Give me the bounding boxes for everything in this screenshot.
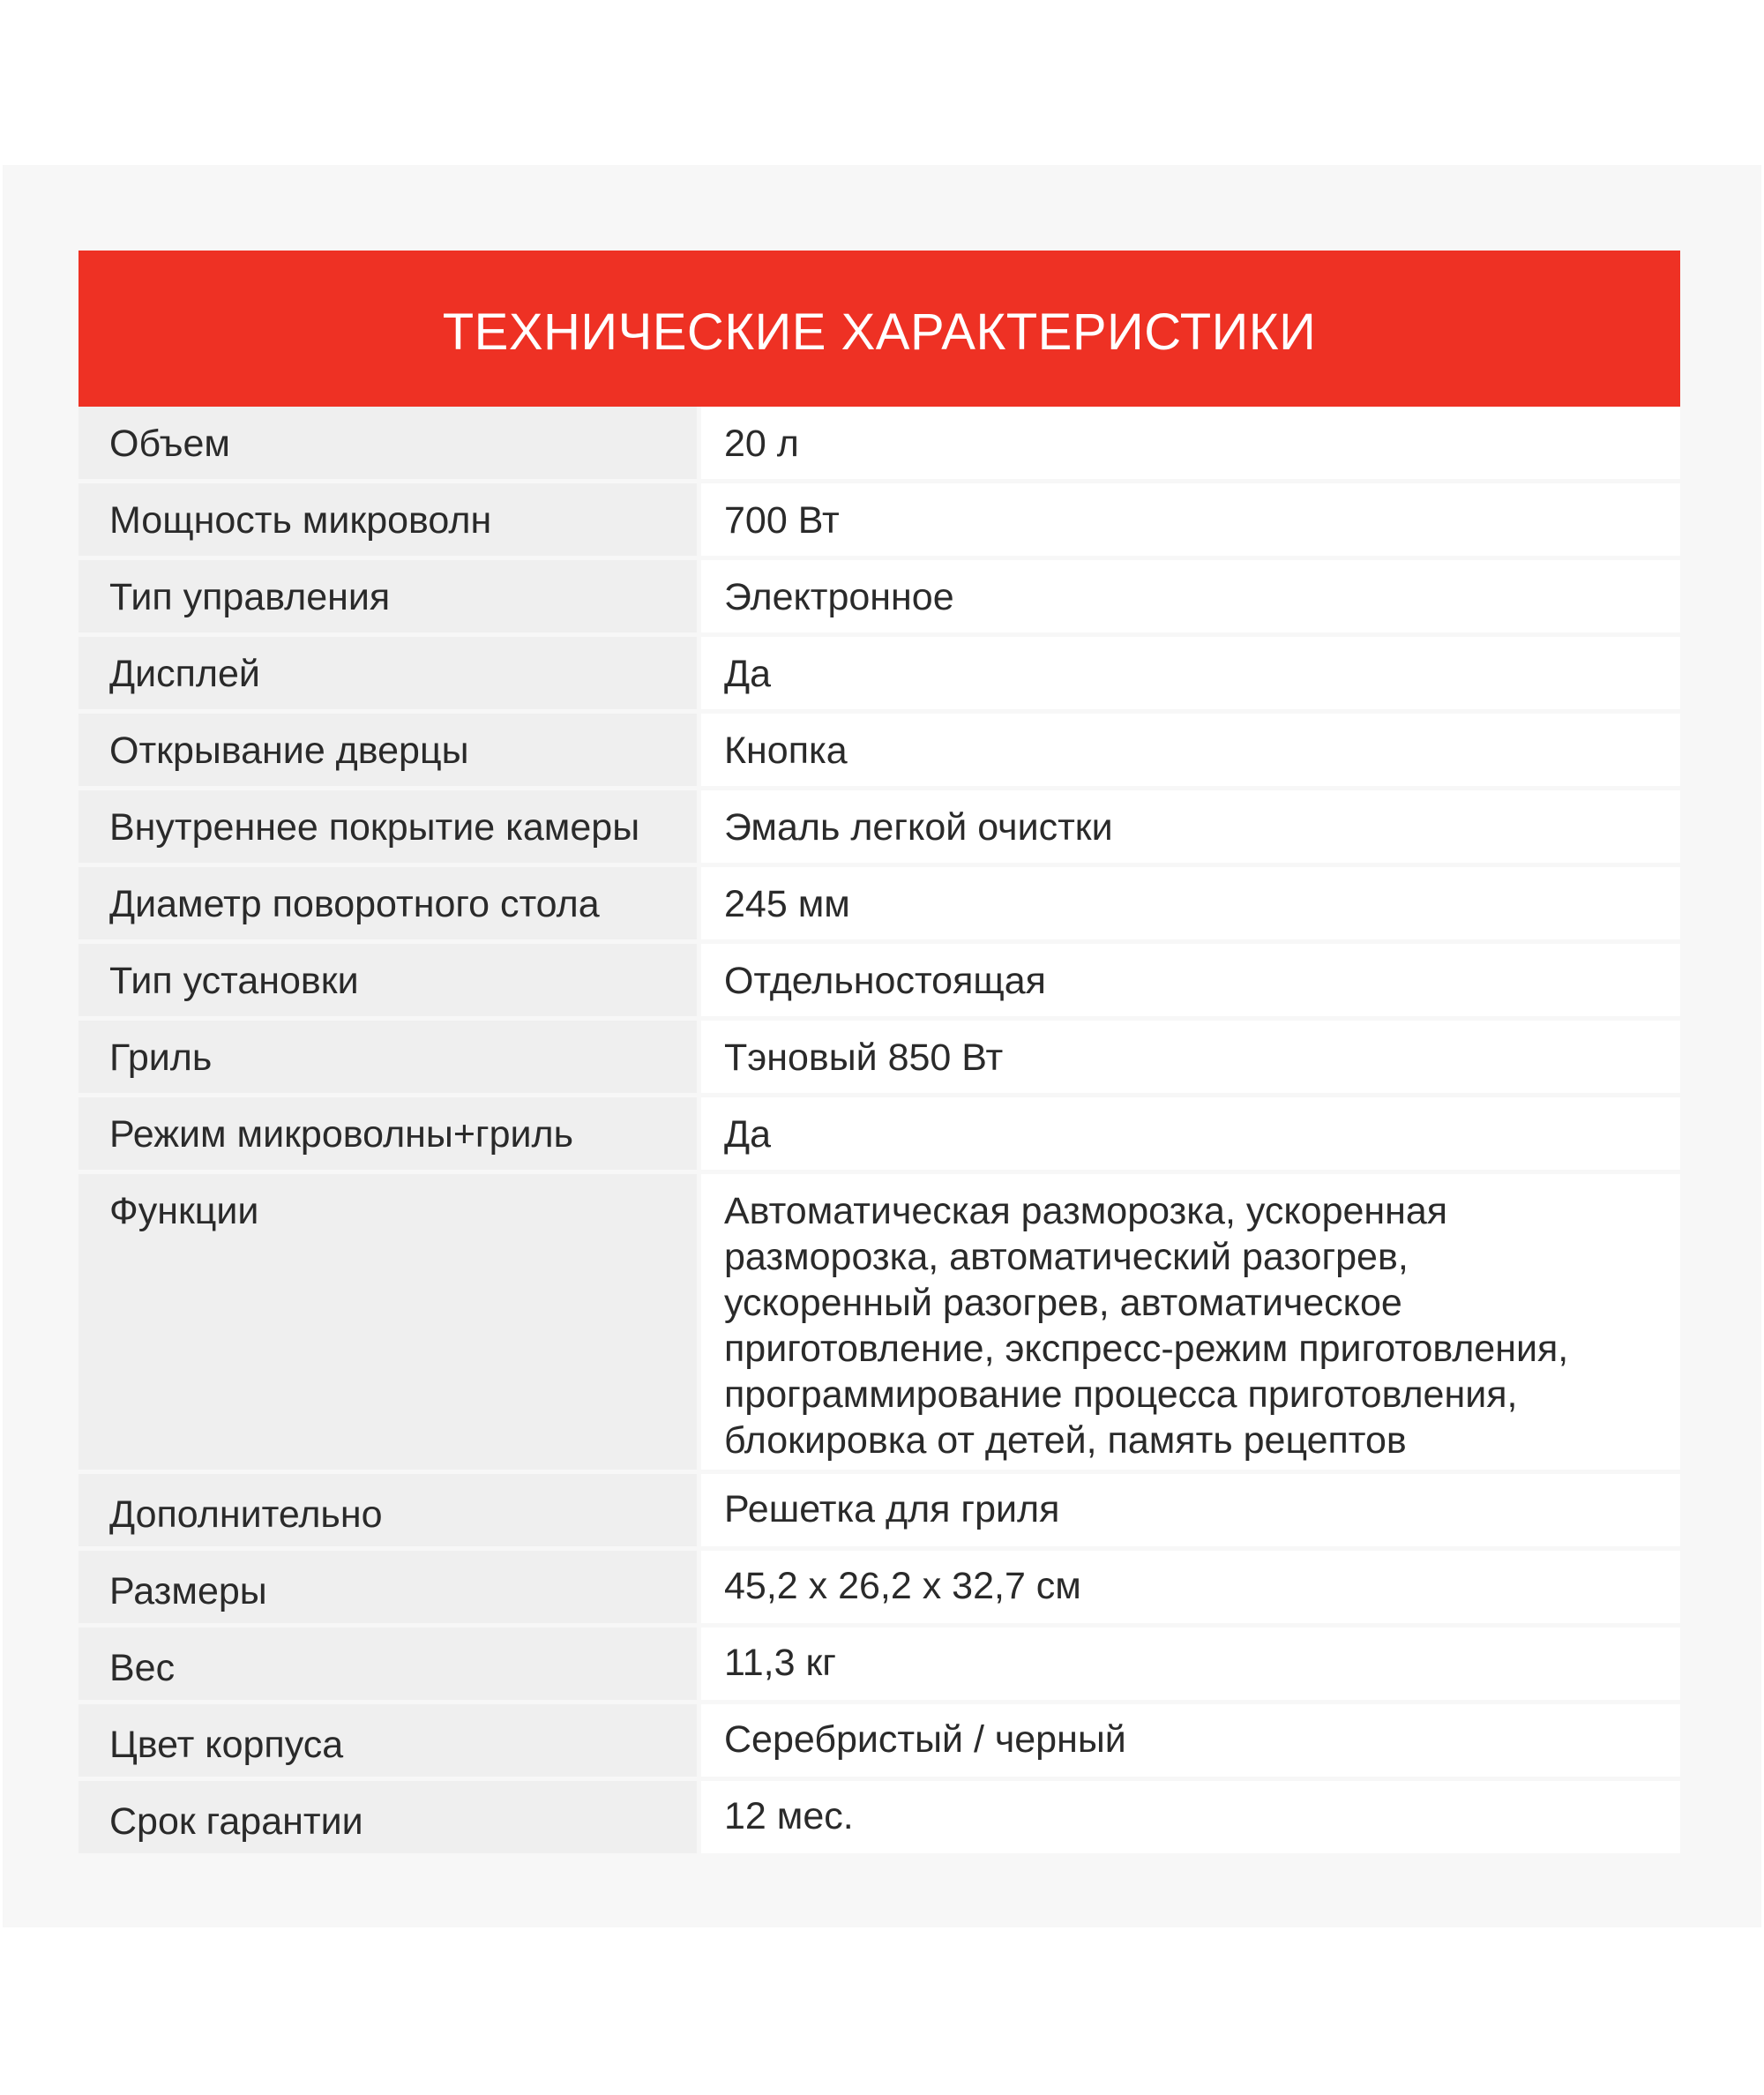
- spec-value: Серебристый / черный: [701, 1704, 1680, 1777]
- spec-row-microwave-grill-mode: [78, 1097, 1680, 1170]
- spec-label: Дисплей: [78, 637, 697, 709]
- spec-label: Внутреннее покрытие камеры: [78, 790, 697, 863]
- spec-row-weight: [78, 1627, 1680, 1700]
- spec-row-dimensions: [78, 1551, 1680, 1623]
- spec-label: Тип установки: [78, 944, 697, 1016]
- spec-value: Эмаль легкой очистки: [701, 790, 1680, 863]
- spec-row-warranty: [78, 1781, 1680, 1853]
- spec-value: 20 л: [701, 407, 1680, 479]
- spec-label: Объем: [78, 407, 697, 479]
- spec-row-interior-coating: [78, 790, 1680, 863]
- spec-row-grill: [78, 1021, 1680, 1093]
- spec-table: [78, 251, 1680, 1853]
- spec-row-microwave-power: [78, 483, 1680, 556]
- spec-value: 11,3 кг: [701, 1627, 1680, 1700]
- spec-label: Открывание дверцы: [78, 714, 697, 786]
- spec-table-header: [78, 251, 1680, 407]
- spec-row-installation-type: [78, 944, 1680, 1016]
- spec-label: Цвет корпуса: [78, 1704, 697, 1777]
- spec-value: Да: [701, 637, 1680, 709]
- spec-row-volume: [78, 407, 1680, 479]
- spec-value: Тэновый 850 Вт: [701, 1021, 1680, 1093]
- spec-row-body-color: [78, 1704, 1680, 1777]
- spec-value: Решетка для гриля: [701, 1474, 1680, 1546]
- spec-value: Электронное: [701, 560, 1680, 632]
- spec-label: Диаметр поворотного стола: [78, 867, 697, 939]
- spec-row-additional: [78, 1474, 1680, 1546]
- spec-rows: [78, 407, 1680, 1853]
- spec-label: Функции: [78, 1174, 697, 1470]
- spec-label: Мощность микроволн: [78, 483, 697, 556]
- spec-label: Гриль: [78, 1021, 697, 1093]
- spec-value: 245 мм: [701, 867, 1680, 939]
- spec-label: Срок гарантии: [78, 1781, 697, 1853]
- spec-row-control-type: [78, 560, 1680, 632]
- spec-label: Дополнительно: [78, 1474, 697, 1546]
- spec-label: Вес: [78, 1627, 697, 1700]
- spec-table-title: ТЕХНИЧЕСКИЕ ХАРАКТЕРИСТИКИ: [442, 303, 1317, 361]
- spec-row-door-opening: [78, 714, 1680, 786]
- spec-value: Автоматическая разморозка, ускоренная разморозка, автоматический разогрев, ускоренный разогрев, автоматическое приготовление, экспресс-режим приготовления, программирование процесса приготовления, блокировка от детей, память рецептов: [701, 1174, 1680, 1470]
- spec-label: Тип управления: [78, 560, 697, 632]
- spec-row-turntable-diameter: [78, 867, 1680, 939]
- spec-value: 45,2 х 26,2 х 32,7 см: [701, 1551, 1680, 1623]
- spec-label: Режим микроволны+гриль: [78, 1097, 697, 1170]
- spec-value: Отдельностоящая: [701, 944, 1680, 1016]
- spec-row-functions: [78, 1174, 1680, 1470]
- spec-label: Размеры: [78, 1551, 697, 1623]
- spec-value: 700 Вт: [701, 483, 1680, 556]
- spec-value: Кнопка: [701, 714, 1680, 786]
- spec-value: 12 мес.: [701, 1781, 1680, 1853]
- spec-row-display: [78, 637, 1680, 709]
- spec-value: Да: [701, 1097, 1680, 1170]
